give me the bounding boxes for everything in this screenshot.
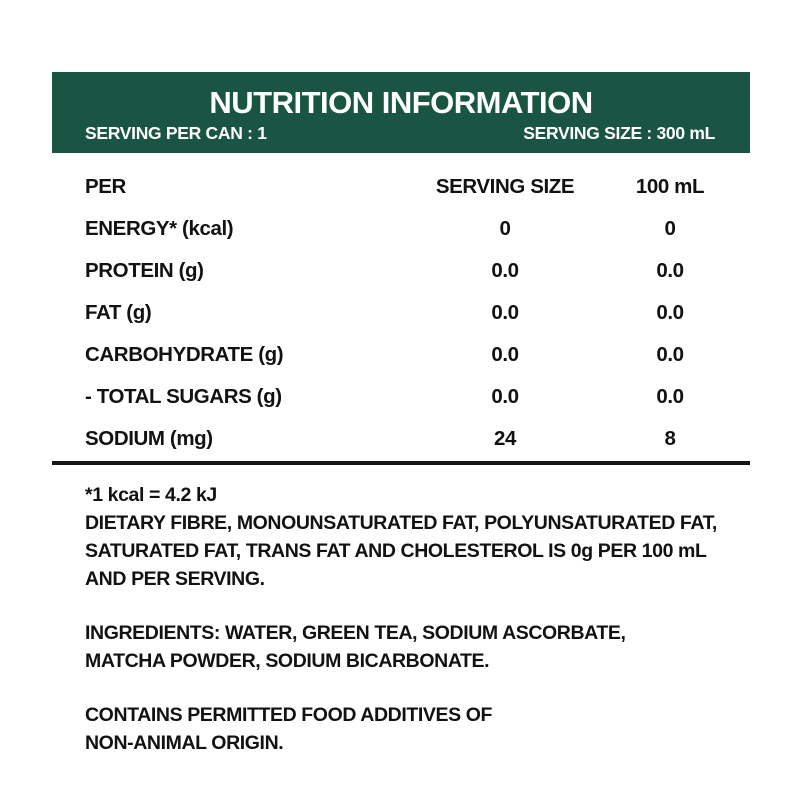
row-serving-value: 0.0 — [491, 259, 519, 282]
nutrient-table — [85, 166, 750, 460]
table-row — [85, 292, 750, 334]
additives-note: CONTAINS PERMITTED FOOD ADDITIVES OF NON-ANIMAL ORIGIN. — [85, 704, 493, 754]
ingredients-note: INGREDIENTS: WATER, GREEN TEA, SODIUM ASCORBATE, MATCHA POWDER, SODIUM BICARBONATE. — [85, 622, 626, 672]
row-serving-value: 24 — [493, 427, 516, 450]
label-title: NUTRITION INFORMATION — [209, 85, 593, 120]
row-serving-value: 0 — [499, 217, 511, 240]
row-100ml-value: 8 — [664, 427, 676, 450]
row-serving-value: 0.0 — [491, 343, 519, 366]
row-100ml-value: 0.0 — [656, 343, 684, 366]
table-row — [85, 208, 750, 250]
row-label: SODIUM (mg) — [85, 427, 213, 450]
col-header-serving-size: SERVING SIZE — [435, 175, 575, 198]
serving-row — [85, 123, 715, 144]
table-row — [85, 376, 750, 418]
serving-per-can: SERVING PER CAN : 1 — [85, 123, 267, 143]
header-bar — [52, 72, 750, 153]
row-100ml-value: 0.0 — [656, 259, 684, 282]
table-header-row — [85, 166, 750, 208]
divider-rule — [52, 461, 750, 465]
footnotes — [85, 481, 735, 783]
row-label: FAT (g) — [85, 301, 152, 324]
row-100ml-value: 0.0 — [656, 385, 684, 408]
zero-nutrients-note: DIETARY FIBRE, MONOUNSATURATED FAT, POLYUNSATURATED FAT, SATURATED FAT, TRANS FAT AND CHOLESTEROL IS 0g PER 100 mL AND PER SERVING. — [85, 512, 717, 590]
col-header-100ml: 100 mL — [635, 175, 705, 198]
row-label: CARBOHYDRATE (g) — [85, 343, 284, 366]
row-100ml-value: 0.0 — [656, 301, 684, 324]
row-label: PROTEIN (g) — [85, 259, 204, 282]
table-row — [85, 334, 750, 376]
table-row — [85, 250, 750, 292]
row-label: - TOTAL SUGARS (g) — [85, 385, 282, 408]
kcal-conversion-note: *1 kcal = 4.2 kJ — [85, 484, 217, 506]
row-label: ENERGY* (kcal) — [85, 217, 234, 240]
col-header-per: PER — [85, 175, 126, 198]
row-serving-value: 0.0 — [491, 301, 519, 324]
table-row — [85, 418, 750, 460]
row-serving-value: 0.0 — [491, 385, 519, 408]
serving-size: SERVING SIZE : 300 mL — [523, 123, 715, 143]
row-100ml-value: 0 — [664, 217, 676, 240]
